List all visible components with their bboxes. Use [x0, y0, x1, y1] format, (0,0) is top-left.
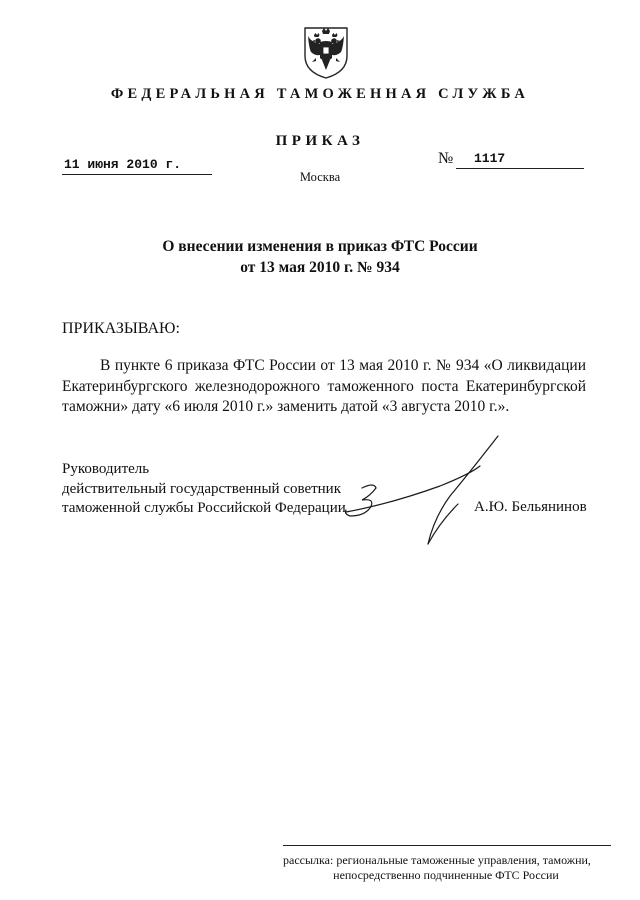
- title-line-2: от 13 мая 2010 г. № 934: [240, 259, 400, 276]
- signatory-line-1: Руководитель: [62, 461, 150, 477]
- document-type: ПРИКАЗ: [275, 133, 365, 149]
- russian-coat-of-arms-icon: [301, 22, 351, 80]
- city: Москва: [299, 170, 341, 184]
- distribution-line-2: непосредственно подчиненные ФТС России: [333, 868, 559, 882]
- title-line-1: О внесении изменения в приказ ФТС России: [162, 238, 478, 255]
- agency-name: ФЕДЕРАЛЬНАЯ ТАМОЖЕННАЯ СЛУЖБА: [110, 86, 530, 102]
- document-number: 1117: [456, 150, 584, 169]
- document-title: [0, 236, 640, 278]
- number-sign: №: [438, 150, 454, 167]
- document-date: 11 июня 2010 г.: [62, 156, 212, 175]
- signatory-line-2: действительный государственный советник: [62, 480, 342, 497]
- distribution-line-1: рассылка: региональные таможенные управления, таможни,: [283, 853, 591, 867]
- signatory-line-3: таможенной службы Российской Федерации: [62, 500, 346, 516]
- signer-name: А.Ю. Бельянинов: [474, 499, 587, 515]
- body-paragraph: В пункте 6 приказа ФТС России от 13 мая 2010 г. № 934 «О ликвидации Екатеринбургского железнодорожного таможенного поста Екатеринбургской таможни» дату «6 июля 2010 г.» заменить датой «3 августа 2010 г.».: [62, 357, 586, 415]
- footer-divider: [283, 845, 611, 846]
- handwritten-signature-icon: [330, 432, 510, 548]
- distribution-list: [283, 853, 609, 883]
- order-word: ПРИКАЗЫВАЮ:: [62, 320, 180, 337]
